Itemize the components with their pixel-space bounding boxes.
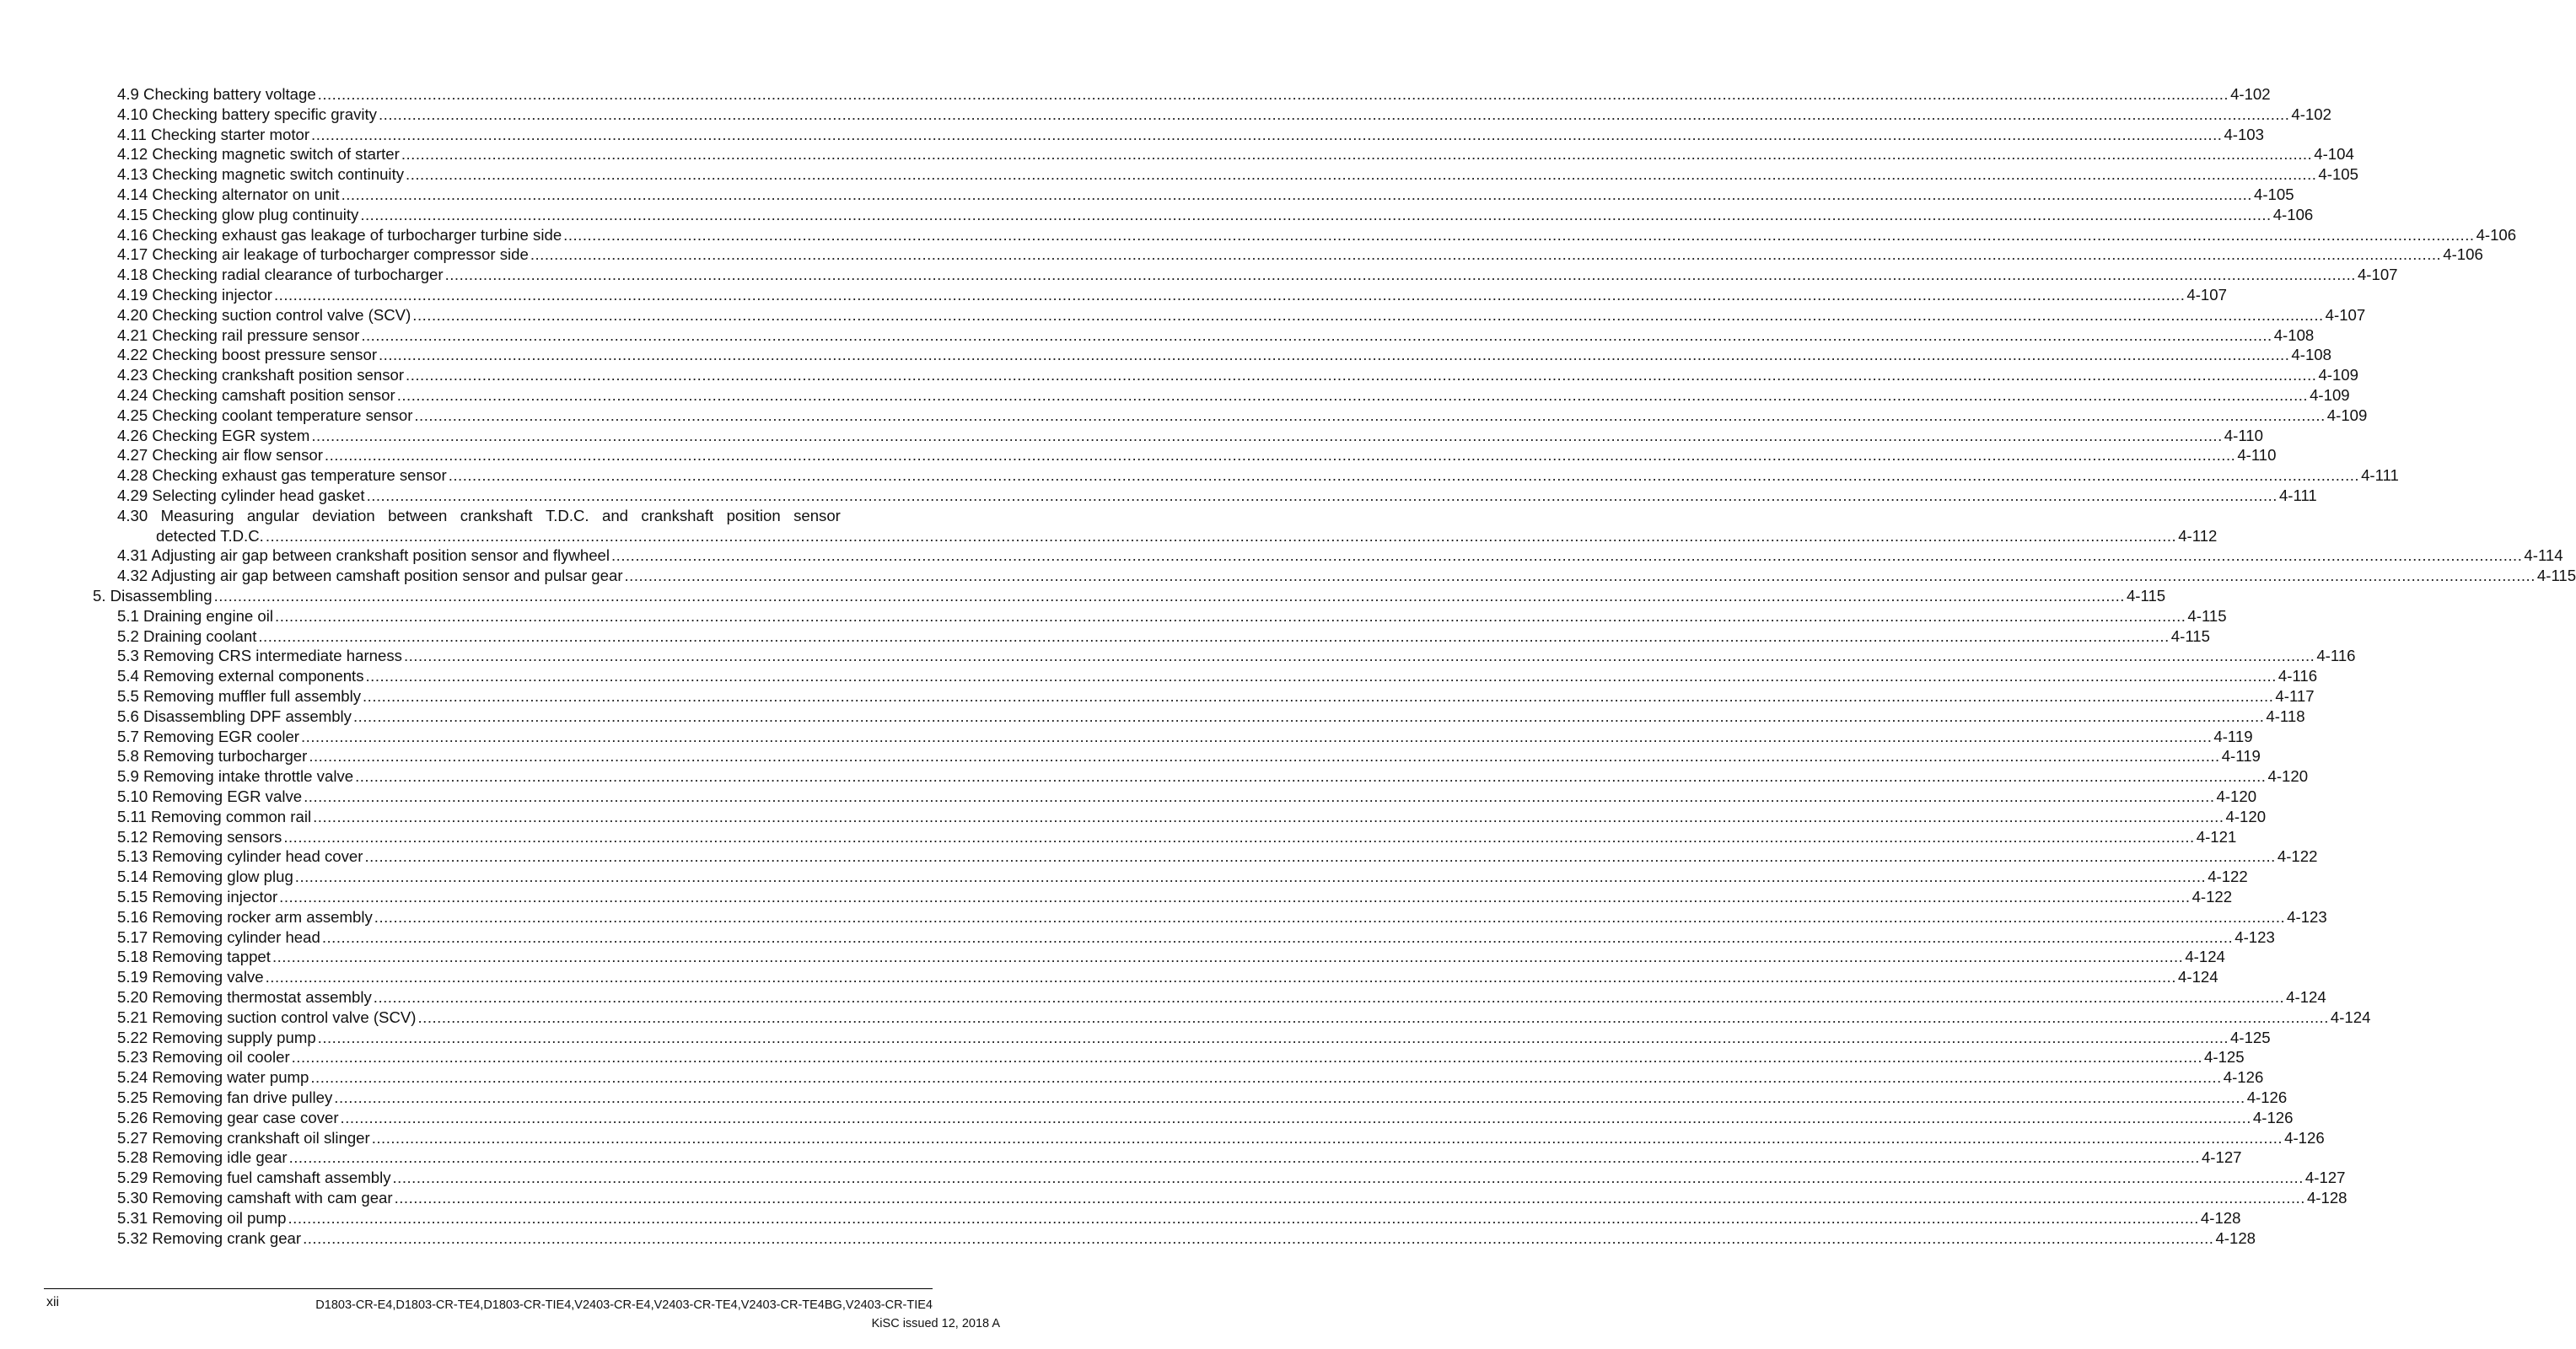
- toc-entry-page: 4-126: [2284, 1128, 2325, 1147]
- toc-entry[interactable]: [117, 606, 2227, 626]
- dot-leader: ................................................................................................................................................................................................................................................................................................................................................................................................................: [392, 1169, 2304, 1187]
- toc-entry-page: 4-107: [2186, 286, 2227, 304]
- toc-entry[interactable]: [117, 285, 2227, 305]
- model-list: D1803-CR-E4,D1803-CR-TE4,D1803-CR-TIE4,V2403-CR-E4,V2403-CR-TE4,V2403-CR-TE4BG,V2403-CR-TIE4: [315, 1298, 933, 1312]
- toc-entry-page: 4-115: [2126, 587, 2166, 605]
- toc-entry-page: 4-126: [2223, 1068, 2264, 1087]
- toc-entry-page: 4-124: [2178, 968, 2218, 986]
- toc-entry-page: 4-105: [2253, 185, 2294, 203]
- dot-leader: ................................................................................................................................................................................................................................................................................................................................................................................................................: [352, 707, 2265, 725]
- dot-leader: ................................................................................................................................................................................................................................................................................................................................................................................................................: [303, 1228, 2214, 1247]
- toc-entry-title: 5.20 Removing thermostat assembly: [117, 988, 372, 1006]
- toc-entry-title: 5.17 Removing cylinder head: [117, 927, 320, 946]
- toc-entry[interactable]: [117, 506, 2218, 546]
- toc-entry-title: 4.27 Checking air flow sensor: [117, 446, 323, 465]
- toc-entry-page: 4-106: [2272, 205, 2314, 223]
- toc-entry-page: 4-122: [2191, 888, 2233, 906]
- toc-entry-page: 4-109: [2318, 366, 2358, 384]
- toc-entry[interactable]: [117, 406, 2368, 426]
- toc-entry-page: 4-126: [2246, 1088, 2288, 1106]
- toc-entry[interactable]: [117, 1088, 2288, 1108]
- toc-entry-page: 4-107: [2325, 305, 2366, 324]
- dot-leader: ................................................................................................................................................................................................................................................................................................................................................................................................................: [283, 827, 2195, 846]
- toc-entry-title: 5.7 Removing EGR cooler: [117, 727, 299, 745]
- toc-entry-page: 4-120: [2225, 807, 2267, 825]
- dot-leader: ................................................................................................................................................................................................................................................................................................................................................................................................................: [340, 1108, 2251, 1126]
- toc-entry-page: 4-104: [2314, 145, 2354, 164]
- toc-entry-page: 4-115: [2187, 606, 2227, 625]
- toc-entry-title: 5.22 Removing supply pump: [117, 1028, 316, 1046]
- toc-entry-page: 4-114: [2524, 546, 2563, 565]
- toc-entry[interactable]: [117, 707, 2305, 727]
- toc-entry-title: 5.21 Removing suction control valve (SCV): [117, 1008, 417, 1026]
- toc-entry-title: 4.31 Adjusting air gap between crankshaft position sensor and flywheel: [117, 546, 610, 565]
- toc-entry-page: 4-105: [2318, 165, 2358, 184]
- dot-leader: ................................................................................................................................................................................................................................................................................................................................................................................................................: [363, 687, 2274, 705]
- dot-leader: ................................................................................................................................................................................................................................................................................................................................................................................................................: [373, 988, 2285, 1006]
- dot-leader: ................................................................................................................................................................................................................................................................................................................................................................................................................: [374, 907, 2286, 926]
- toc-entry-page: 4-111: [2278, 486, 2317, 504]
- dot-leader: ................................................................................................................................................................................................................................................................................................................................................................................................................: [414, 406, 2326, 424]
- toc-entry[interactable]: [117, 1128, 2325, 1148]
- toc-entry[interactable]: [117, 566, 2576, 586]
- toc-entry[interactable]: [117, 827, 2237, 847]
- toc-entry-title: 4.9 Checking battery voltage: [117, 85, 316, 103]
- toc-entry-page: 4-109: [2310, 386, 2350, 404]
- dot-leader: ................................................................................................................................................................................................................................................................................................................................................................................................................: [530, 245, 2442, 264]
- toc-entry[interactable]: [117, 144, 2354, 164]
- toc-entry-page: 4-127: [2304, 1169, 2346, 1187]
- toc-entry[interactable]: [117, 445, 2277, 465]
- dot-leader: ................................................................................................................................................................................................................................................................................................................................................................................................................: [361, 325, 2272, 344]
- toc-entry-title: 5.12 Removing sensors: [117, 827, 282, 846]
- toc-entry-page: 4-111: [2361, 466, 2399, 485]
- dot-leader: ................................................................................................................................................................................................................................................................................................................................................................................................................: [258, 626, 2170, 645]
- toc-entry-title: 4.16 Checking exhaust gas leakage of turbocharger turbine side: [117, 225, 562, 244]
- toc-entry-page: 4-106: [2443, 245, 2483, 264]
- toc-entry[interactable]: [117, 125, 2264, 145]
- dot-leader: ................................................................................................................................................................................................................................................................................................................................................................................................................: [360, 205, 2272, 223]
- dot-leader: ................................................................................................................................................................................................................................................................................................................................................................................................................: [394, 1189, 2305, 1207]
- toc-entry-title: 5.18 Removing tappet: [117, 948, 271, 966]
- toc-entry-page: 4-124: [2286, 988, 2326, 1006]
- toc-entry-page: 4-115: [2170, 626, 2210, 645]
- toc-entry-page: 4-117: [2275, 687, 2315, 705]
- toc-entry-title: 5.16 Removing rocker arm assembly: [117, 907, 373, 926]
- toc-entry-title: 5.6 Disassembling DPF assembly: [117, 707, 352, 725]
- dot-leader: ................................................................................................................................................................................................................................................................................................................................................................................................................: [288, 1208, 2199, 1227]
- toc-entry-page: 4-122: [2277, 847, 2318, 866]
- toc-entry-page: 4-123: [2235, 927, 2275, 946]
- toc-entry-title: 4.17 Checking air leakage of turbocharger compressor side: [117, 245, 529, 264]
- toc-entry-page: 4-119: [2221, 747, 2261, 766]
- dot-leader: ................................................................................................................................................................................................................................................................................................................................................................................................................: [317, 1028, 2229, 1046]
- toc-entry-title: 4.23 Checking crankshaft position sensor: [117, 366, 405, 384]
- toc-entry[interactable]: [117, 727, 2253, 747]
- toc-entry[interactable]: [117, 345, 2331, 365]
- toc-entry-page: 4-108: [2291, 346, 2331, 364]
- toc-entry[interactable]: [117, 927, 2275, 948]
- toc-entry-title: 4.21 Checking rail pressure sensor: [117, 325, 360, 344]
- toc-entry-title: 4.12 Checking magnetic switch of starter: [117, 145, 400, 164]
- toc-entry[interactable]: [117, 385, 2350, 406]
- toc-entry[interactable]: [117, 325, 2315, 346]
- dot-leader: ................................................................................................................................................................................................................................................................................................................................................................................................................: [403, 647, 2315, 665]
- toc-entry[interactable]: [117, 846, 2318, 867]
- toc-entry-title: 5.4 Removing external components: [117, 667, 364, 685]
- dot-leader: ................................................................................................................................................................................................................................................................................................................................................................................................................: [291, 1048, 2203, 1067]
- dot-leader: ................................................................................................................................................................................................................................................................................................................................................................................................................: [365, 667, 2277, 685]
- toc-entry-page: 4-121: [2196, 827, 2237, 846]
- toc-entry-title: 5.19 Removing valve: [117, 968, 264, 986]
- toc-entry[interactable]: [117, 1168, 2346, 1188]
- toc-entry[interactable]: [117, 1228, 2256, 1249]
- dot-leader: ................................................................................................................................................................................................................................................................................................................................................................................................................: [273, 286, 2186, 304]
- toc-entry-title: 4.28 Checking exhaust gas temperature sensor: [117, 466, 447, 485]
- toc-entry[interactable]: [117, 265, 2398, 285]
- toc-entry[interactable]: [117, 365, 2358, 385]
- toc-entry-page: 4-118: [2266, 707, 2305, 725]
- toc-entry-title: 4.20 Checking suction control valve (SCV): [117, 305, 411, 324]
- dot-leader: ................................................................................................................................................................................................................................................................................................................................................................................................................: [417, 1008, 2329, 1026]
- dot-leader: ................................................................................................................................................................................................................................................................................................................................................................................................................: [444, 266, 2356, 284]
- toc-entry[interactable]: [117, 486, 2317, 506]
- toc-entry-title: 4.30 Measuring angular deviation between crankshaft T.D.C. and crankshaft position sensor: [117, 506, 841, 524]
- toc-entry-title: 5.10 Removing EGR valve: [117, 787, 303, 805]
- dot-leader: ................................................................................................................................................................................................................................................................................................................................................................................................................: [213, 587, 2125, 605]
- toc-entry-page: 4-128: [2215, 1228, 2256, 1247]
- toc-entry-page: 4-107: [2357, 266, 2398, 284]
- toc-entry-page: 4-110: [2237, 446, 2277, 465]
- dot-leader: ................................................................................................................................................................................................................................................................................................................................................................................................................: [310, 1068, 2222, 1087]
- toc-entry[interactable]: [117, 867, 2248, 887]
- toc-entry-page: 4-124: [2185, 948, 2225, 966]
- toc-entry-page: 4-116: [2278, 667, 2318, 685]
- toc-entry-title: 4.24 Checking camshaft position sensor: [117, 386, 395, 404]
- toc-entry-page: 4-120: [2267, 767, 2309, 786]
- toc-entry-title: 4.14 Checking alternator on unit: [117, 185, 340, 203]
- toc-entry-title: 5.13 Removing cylinder head cover: [117, 847, 363, 866]
- toc-entry[interactable]: [93, 586, 2166, 606]
- toc-entry-page: 4-126: [2252, 1108, 2294, 1126]
- dot-leader: ................................................................................................................................................................................................................................................................................................................................................................................................................: [301, 727, 2213, 745]
- toc-entry[interactable]: [117, 646, 2356, 666]
- toc-entry-title: 4.18 Checking radial clearance of turbocharger: [117, 266, 444, 284]
- dot-leader: ................................................................................................................................................................................................................................................................................................................................................................................................................: [406, 165, 2317, 184]
- toc-entry[interactable]: [117, 666, 2318, 686]
- toc-entry-title: 4.25 Checking coolant temperature sensor: [117, 406, 413, 424]
- dot-leader: ................................................................................................................................................................................................................................................................................................................................................................................................................: [563, 225, 2475, 244]
- toc-entry-title: 4.29 Selecting cylinder head gasket: [117, 486, 365, 504]
- toc-entry[interactable]: [117, 907, 2327, 927]
- dot-leader: ................................................................................................................................................................................................................................................................................................................................................................................................................: [272, 948, 2184, 966]
- toc-entry-title: 4.22 Checking boost pressure sensor: [117, 346, 378, 364]
- toc-entry-title: 5.5 Removing muffler full assembly: [117, 687, 362, 705]
- toc-entry-title: 5.27 Removing crankshaft oil slinger: [117, 1128, 370, 1147]
- dot-leader: ................................................................................................................................................................................................................................................................................................................................................................................................................: [364, 847, 2276, 866]
- toc-entry[interactable]: [117, 1208, 2241, 1228]
- toc-entry[interactable]: [117, 987, 2326, 1008]
- toc-entry-page: 4-102: [2291, 105, 2331, 123]
- toc-entry-title: 5.25 Removing fan drive pulley: [117, 1088, 333, 1106]
- dot-leader: ................................................................................................................................................................................................................................................................................................................................................................................................................: [294, 868, 2207, 886]
- dot-leader: ................................................................................................................................................................................................................................................................................................................................................................................................................: [401, 145, 2313, 164]
- toc-entry[interactable]: [117, 1047, 2245, 1067]
- dot-leader: ................................................................................................................................................................................................................................................................................................................................................................................................................: [611, 546, 2523, 565]
- toc-entry[interactable]: [117, 426, 2263, 446]
- toc-entry-title: 5.3 Removing CRS intermediate harness: [117, 647, 402, 665]
- toc-entry-page: 4-108: [2273, 325, 2315, 344]
- dot-leader: ................................................................................................................................................................................................................................................................................................................................................................................................................: [341, 185, 2252, 203]
- toc-entry[interactable]: [117, 465, 2399, 486]
- dot-leader: ................................................................................................................................................................................................................................................................................................................................................................................................................: [321, 927, 2234, 946]
- toc-entry-page: 4-119: [2213, 727, 2253, 745]
- toc-entry-page: 4-120: [2216, 787, 2257, 805]
- toc-entry-page: 4-125: [2204, 1048, 2245, 1067]
- dot-leader: ................................................................................................................................................................................................................................................................................................................................................................................................................: [624, 567, 2536, 585]
- toc-entry-title: 4.10 Checking battery specific gravity: [117, 105, 377, 123]
- dot-leader: ................................................................................................................................................................................................................................................................................................................................................................................................................: [311, 426, 2223, 444]
- dot-leader: ................................................................................................................................................................................................................................................................................................................................................................................................................: [396, 386, 2309, 404]
- toc-entry-title: 4.15 Checking glow plug continuity: [117, 205, 359, 223]
- dot-leader: ................................................................................................................................................................................................................................................................................................................................................................................................................: [324, 446, 2236, 465]
- toc-entry-title: 5.1 Draining engine oil: [117, 606, 274, 625]
- toc-entry[interactable]: [117, 546, 2563, 566]
- toc-entry[interactable]: [117, 887, 2233, 907]
- toc-entry[interactable]: [117, 746, 2261, 766]
- toc-entry-title: 4.13 Checking magnetic switch continuity: [117, 165, 405, 184]
- toc-entry[interactable]: [117, 185, 2294, 205]
- toc-entry[interactable]: [117, 305, 2366, 325]
- dot-leader: ................................................................................................................................................................................................................................................................................................................................................................................................................: [406, 366, 2317, 384]
- toc-entry-title: 5.29 Removing fuel camshaft assembly: [117, 1169, 391, 1187]
- toc-entry[interactable]: [117, 1108, 2294, 1128]
- dot-leader: ................................................................................................................................................................................................................................................................................................................................................................................................................: [288, 1148, 2200, 1167]
- toc-entry-title: 5.9 Removing intake throttle valve: [117, 767, 354, 786]
- dot-leader: ................................................................................................................................................................................................................................................................................................................................................................................................................: [265, 968, 2177, 986]
- toc-entry[interactable]: [117, 947, 2225, 967]
- toc-entry-title: detected T.D.C.: [156, 526, 264, 545]
- toc-entry-page: 4-124: [2330, 1008, 2371, 1026]
- dot-leader: ................................................................................................................................................................................................................................................................................................................................................................................................................: [275, 606, 2186, 625]
- toc-entry-title: 5.15 Removing injector: [117, 888, 278, 906]
- toc-entry[interactable]: [117, 1188, 2347, 1208]
- toc-entry[interactable]: [117, 1147, 2242, 1168]
- toc-entry-title: 5.26 Removing gear case cover: [117, 1108, 339, 1126]
- dot-leader: ................................................................................................................................................................................................................................................................................................................................................................................................................: [448, 466, 2360, 485]
- toc-entry-page: 4-112: [2178, 526, 2218, 545]
- toc-entry[interactable]: [117, 807, 2267, 827]
- toc-entry[interactable]: [117, 105, 2331, 125]
- dot-leader: ................................................................................................................................................................................................................................................................................................................................................................................................................: [304, 787, 2215, 805]
- dot-leader: ................................................................................................................................................................................................................................................................................................................................................................................................................: [265, 526, 2177, 545]
- toc-entry-title: 4.26 Checking EGR system: [117, 426, 310, 444]
- toc-entry-page: 4-102: [2230, 85, 2271, 103]
- dot-leader: ................................................................................................................................................................................................................................................................................................................................................................................................................: [334, 1088, 2245, 1106]
- dot-leader: ................................................................................................................................................................................................................................................................................................................................................................................................................: [379, 346, 2290, 364]
- toc-entry[interactable]: [117, 686, 2315, 707]
- toc-entry-page: 4-125: [2230, 1028, 2271, 1046]
- toc-entry-title: 5. Disassembling: [93, 587, 212, 605]
- toc-entry-page: 4-106: [2476, 225, 2517, 244]
- toc-entry-page: 4-122: [2208, 868, 2248, 886]
- dot-leader: ................................................................................................................................................................................................................................................................................................................................................................................................................: [355, 767, 2267, 786]
- toc-entry-title: 5.31 Removing oil pump: [117, 1208, 287, 1227]
- toc-entry-page: 4-109: [2326, 406, 2368, 424]
- toc-entry-page: 4-127: [2201, 1148, 2242, 1167]
- toc-entry-title: 5.8 Removing turbocharger: [117, 747, 308, 766]
- issue-info: KiSC issued 12, 2018 A: [871, 1317, 1000, 1330]
- toc-entry-title: 5.2 Draining coolant: [117, 626, 257, 645]
- dot-leader: ................................................................................................................................................................................................................................................................................................................................................................................................................: [311, 125, 2223, 143]
- toc-entry[interactable]: [117, 1067, 2264, 1088]
- dot-leader: ................................................................................................................................................................................................................................................................................................................................................................................................................: [309, 747, 2220, 766]
- toc-entry-title: 5.14 Removing glow plug: [117, 868, 293, 886]
- toc-entry-page: 4-128: [2306, 1189, 2347, 1207]
- footer-divider: [44, 1288, 933, 1289]
- toc-entry[interactable]: [117, 787, 2257, 807]
- toc-entry-title: 5.30 Removing camshaft with cam gear: [117, 1189, 393, 1207]
- toc-entry-title: 4.19 Checking injector: [117, 286, 272, 304]
- toc-entry-page: 4-123: [2287, 907, 2327, 926]
- toc-entry-title: 5.32 Removing crank gear: [117, 1228, 302, 1247]
- toc-entry-page: 4-128: [2200, 1208, 2241, 1227]
- toc-entry[interactable]: [117, 164, 2358, 185]
- dot-leader: ................................................................................................................................................................................................................................................................................................................................................................................................................: [366, 486, 2278, 504]
- toc-entry-title: 5.23 Removing oil cooler: [117, 1048, 290, 1067]
- dot-leader: ................................................................................................................................................................................................................................................................................................................................................................................................................: [378, 105, 2290, 123]
- toc-entry[interactable]: [117, 245, 2483, 265]
- toc-entry[interactable]: [117, 967, 2218, 987]
- toc-entry[interactable]: [117, 84, 2271, 105]
- toc-entry[interactable]: [117, 225, 2517, 245]
- toc-entry-page: 4-103: [2224, 125, 2264, 143]
- toc-entry[interactable]: [117, 205, 2314, 225]
- toc-entry-page: 4-110: [2224, 426, 2263, 444]
- dot-leader: ................................................................................................................................................................................................................................................................................................................................................................................................................: [371, 1128, 2283, 1147]
- toc-entry-title: 5.11 Removing common rail: [117, 807, 312, 825]
- toc-entry[interactable]: [117, 766, 2309, 787]
- dot-leader: ................................................................................................................................................................................................................................................................................................................................................................................................................: [412, 305, 2324, 324]
- toc-entry-title: 5.28 Removing idle gear: [117, 1148, 288, 1167]
- toc-entry[interactable]: [117, 626, 2210, 647]
- toc-entry-title: 4.32 Adjusting air gap between camshaft position sensor and pulsar gear: [117, 567, 623, 585]
- dot-leader: ................................................................................................................................................................................................................................................................................................................................................................................................................: [279, 888, 2191, 906]
- dot-leader: ................................................................................................................................................................................................................................................................................................................................................................................................................: [313, 807, 2224, 825]
- dot-leader: ................................................................................................................................................................................................................................................................................................................................................................................................................: [317, 85, 2229, 103]
- toc-entry-page: 4-116: [2316, 647, 2356, 665]
- toc-entry-title: 5.24 Removing water pump: [117, 1068, 309, 1087]
- toc-entry-page: 4-115: [2536, 567, 2576, 585]
- page-number: xii: [46, 1295, 60, 1309]
- toc-entry[interactable]: [117, 1028, 2271, 1048]
- toc-entry[interactable]: [117, 1008, 2371, 1028]
- toc-entry-title: 4.11 Checking starter motor: [117, 125, 310, 143]
